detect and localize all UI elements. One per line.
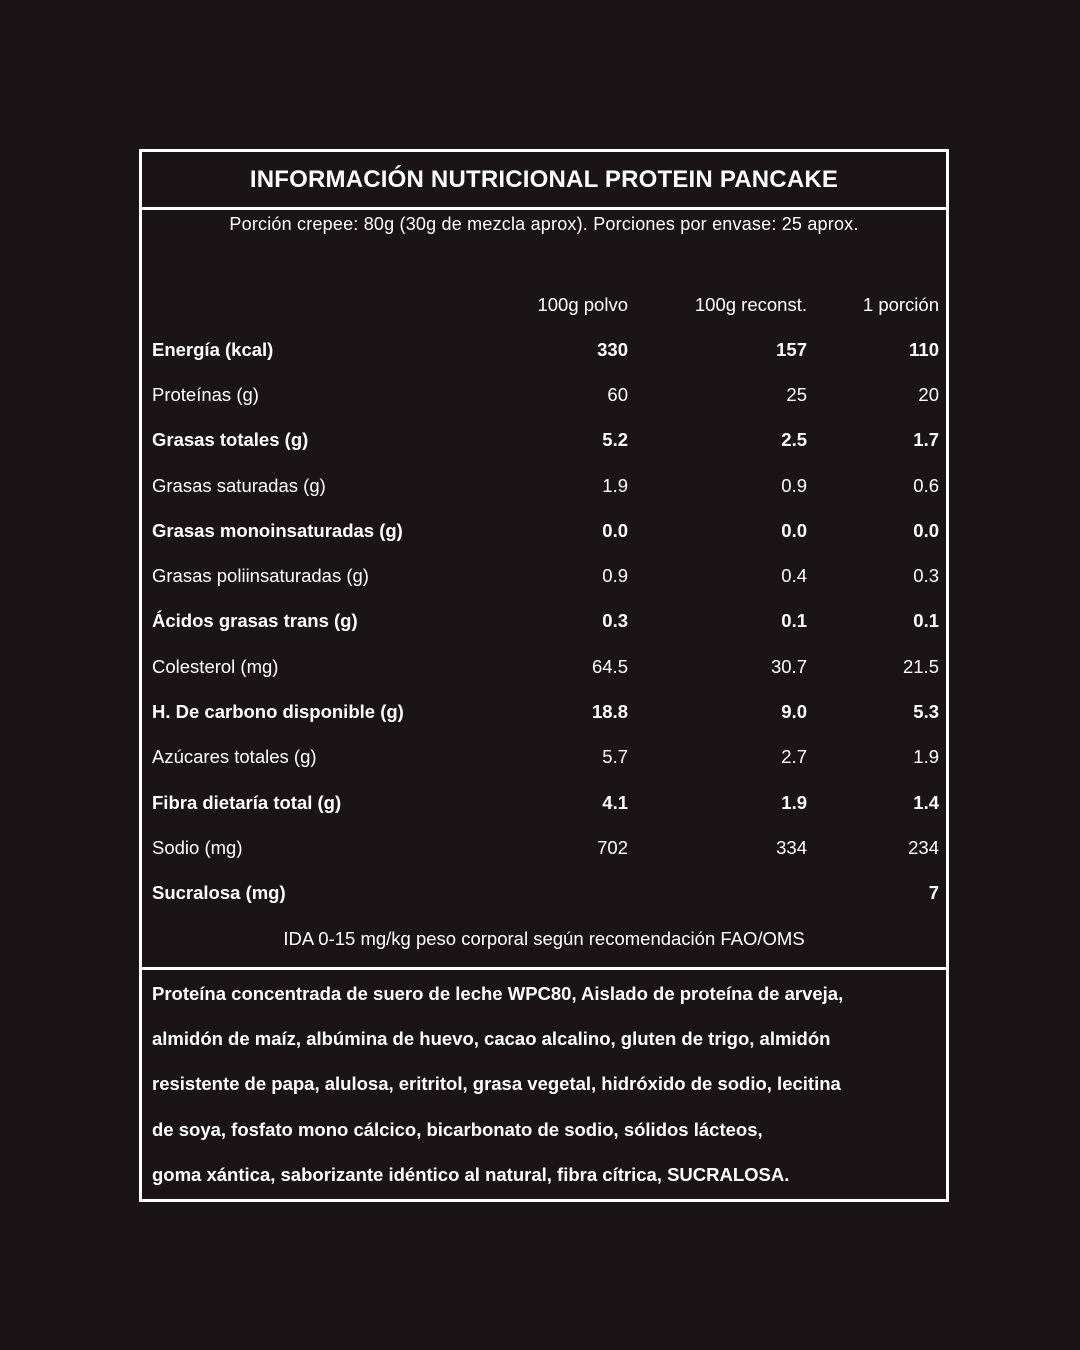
value-100g-powder: 5.2 [602,429,628,451]
ida-note: IDA 0-15 mg/kg peso corporal según recomendación FAO/OMS [283,928,805,949]
value-100g-reconstituted: 9.0 [781,701,807,723]
nutrient-label: Azúcares totales (g) [152,746,317,768]
column-header-one-portion: 1 porción [862,293,939,315]
table-header-row [142,282,946,327]
table-row [142,689,946,734]
value-100g-powder: 64.5 [591,655,628,677]
value-100g-powder: 1.9 [602,474,628,496]
table-row [142,644,946,689]
value-100g-powder: 330 [597,338,628,360]
value-100g-reconstituted: 25 [786,383,807,405]
nutrient-label: Proteínas (g) [152,383,259,405]
value-100g-reconstituted: 2.5 [781,429,807,451]
value-100g-powder: 4.1 [602,791,628,813]
page-title: INFORMACIÓN NUTRICIONAL PROTEIN PANCAKE [249,165,839,193]
table-row [142,418,946,463]
nutrient-label: Ácidos grasas trans (g) [152,610,358,632]
value-one-portion: 21.5 [902,655,939,677]
table-row [142,463,946,508]
value-100g-reconstituted: 30.7 [770,655,807,677]
nutrient-label: Colesterol (mg) [152,655,279,677]
value-100g-reconstituted: 0.1 [781,610,807,632]
title-box [142,152,946,210]
table-row [142,372,946,417]
nutrient-label: Fibra dietaría total (g) [152,791,342,813]
column-header-100g-powder: 100g polvo [537,293,628,315]
ingredients-line: Proteína concentrada de suero de leche WPC80, Aislado de proteína de arveja, [152,982,844,1004]
ingredients-list [152,971,942,1197]
value-one-portion: 5.3 [913,701,939,723]
value-100g-powder: 702 [597,836,628,858]
value-100g-powder: 0.3 [602,610,628,632]
table-row [142,871,946,916]
column-header-100g-reconstituted: 100g reconst. [694,293,807,315]
value-100g-powder: 5.7 [602,746,628,768]
nutrient-label: Grasas poliinsaturadas (g) [152,565,369,587]
nutrient-label: Grasas totales (g) [152,429,309,451]
table-row [142,327,946,372]
value-one-portion: 1.4 [913,791,939,813]
portion-info: Porción crepee: 80g (30g de mezcla aprox). Porciones por envase: 25 aprox. [229,214,859,234]
value-100g-powder: 60 [607,383,628,405]
value-100g-reconstituted: 157 [776,338,807,360]
value-one-portion: 1.9 [913,746,939,768]
value-100g-reconstituted: 334 [776,836,807,858]
value-one-portion: 110 [909,338,939,360]
value-100g-powder: 18.8 [591,701,628,723]
value-100g-reconstituted: 0.4 [781,565,807,587]
value-100g-powder: 0.0 [602,519,628,541]
nutrition-table [142,282,946,916]
value-one-portion: 0.6 [913,474,939,496]
value-one-portion: 1.7 [913,429,939,451]
table-row [142,735,946,780]
value-one-portion: 7 [928,882,939,904]
nutrient-label: Sucralosa (mg) [152,882,286,904]
value-one-portion: 0.0 [913,519,939,541]
section-divider [142,967,946,970]
value-one-portion: 234 [908,836,939,858]
nutrient-label: Sodio (mg) [152,836,243,858]
value-100g-reconstituted: 1.9 [781,791,807,813]
table-row [142,553,946,598]
ingredients-line: almidón de maíz, albúmina de huevo, cacao alcalino, gluten de trigo, almidón [152,1027,831,1049]
ingredients-line: resistente de papa, alulosa, eritritol, grasa vegetal, hidróxido de sodio, lecitina [152,1073,841,1095]
table-row [142,508,946,553]
nutrient-label: Energía (kcal) [152,338,274,360]
table-row [142,780,946,825]
value-one-portion: 0.1 [913,610,939,632]
nutrient-label: Grasas monoinsaturadas (g) [152,519,403,541]
table-row [142,825,946,870]
nutrient-label: Grasas saturadas (g) [152,474,326,496]
table-row [142,599,946,644]
nutrition-facts-panel [139,149,949,1202]
value-100g-reconstituted: 2.7 [781,746,807,768]
value-one-portion: 0.3 [913,565,939,587]
value-100g-powder: 0.9 [602,565,628,587]
value-100g-reconstituted: 0.9 [781,474,807,496]
value-100g-reconstituted: 0.0 [781,519,807,541]
nutrient-label: H. De carbono disponible (g) [152,701,404,723]
value-one-portion: 20 [918,383,939,405]
ingredients-line: de soya, fosfato mono cálcico, bicarbonato de sodio, sólidos lácteos, [152,1118,763,1140]
ingredients-line: goma xántica, saborizante idéntico al natural, fibra cítrica, SUCRALOSA. [152,1163,790,1185]
